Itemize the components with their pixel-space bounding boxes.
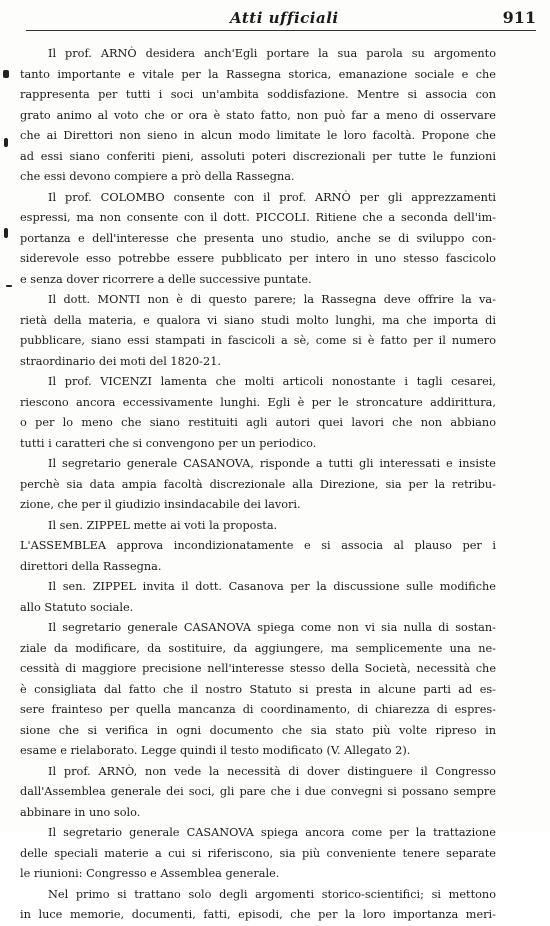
text-line: perchè sia data ampia facoltà discrezionale alla Direzione, sia per la retribu- (20, 477, 496, 491)
text-line: Il segretario generale CASANOVA, risponde a tutti gli interessati e insiste (48, 457, 496, 470)
header-title: Atti ufficiali (229, 9, 339, 27)
text-line: sere frainteso per quella mancanza di coordinamento, di chiarezza di espres- (20, 703, 496, 716)
text-line: siderevole esso potrebbe essere pubblicato per intero in uno stesso fascicolo (20, 252, 496, 265)
margin-mark (6, 285, 12, 287)
text-line: ziale da modificare, da sostituire, da aggiungere, ma semplicemente una ne- (20, 641, 496, 655)
text-line: Il segretario generale CASANOVA spiega come non vi sia nulla di sostan- (48, 621, 496, 634)
text-line: Il prof. COLOMBO consente con il prof. ARNÒ per gli apprezzamenti (48, 190, 496, 204)
text-line: espressi, ma non consente con il dott. PICCOLI. Ritiene che a seconda dell'im- (20, 211, 496, 224)
page-number: 911 (502, 8, 536, 27)
text-line: o per lo meno che siano restituiti agli autori quei lavori che non abbiano (20, 416, 496, 429)
text-line: direttori della Rassegna. (20, 559, 162, 573)
text-line: Nel primo si trattano solo degli argomenti storico-scientifici; si mettono (48, 887, 496, 901)
text-line: è consigliata dal fatto che il nostro Statuto si presta in alcune parti ad es- (20, 682, 496, 696)
text-line: pubblicare, siano essi stampati in fascicoli a sè, come si è fatto per il numero (20, 334, 496, 347)
text-line: straordinario dei moti del 1820-21. (20, 354, 221, 368)
margin-mark (3, 70, 9, 78)
text-line: e senza dover ricorrere a delle successive puntate. (20, 272, 312, 286)
margin-mark (4, 138, 8, 147)
margin-mark (4, 228, 8, 238)
text-line: Il sen. ZIPPEL invita il dott. Casanova per la discussione sulle modifiche (48, 580, 496, 593)
page-body (20, 44, 496, 926)
text-line: che ai Direttori non sieno in alcun modo limitate le loro facoltà. Propone che (20, 129, 496, 142)
text-line: che essi devono compiere a prò della Rassegna. (20, 170, 295, 183)
running-header (26, 2, 536, 31)
text-line: Il dott. MONTI non è di questo parere; la Rassegna deve offrire la va- (48, 293, 496, 306)
text-line: L'ASSEMBLEA approva incondizionatamente e si associa al plauso per i (20, 539, 496, 552)
text-line: delle speciali materie a cui si riferiscono, sia più conveniente tenere separate (20, 846, 496, 860)
text-line: tutti i caratteri che si convengono per un periodico. (20, 436, 317, 450)
text-line: zione, che per il giudizio insindacabile dei lavori. (20, 498, 301, 511)
text-line: Il sen. ZIPPEL mette ai voti la proposta. (48, 518, 278, 532)
text-line: abbinare in uno solo. (20, 805, 141, 819)
text-line: rietà della materia, e qualora vi siano studi molto lunghi, ma che importa di (20, 313, 496, 327)
text-line: le riunioni: Congresso e Assemblea generale. (20, 867, 280, 880)
text-line: tanto importante e vitale per la Rassegna storica, emanazione sociale e che (20, 67, 496, 81)
text-line: Il prof. ARNÒ desidera anch'Egli portare la sua parola su argomento (48, 47, 496, 60)
text-line: cessità di maggiore precisione nell'interesse stesso della Società, necessità che (20, 662, 496, 675)
text-line: Il prof. VICENZI lamenta che molti articoli nonostante i tagli cesarei, (48, 375, 496, 388)
text-line: portanza e dell'interesse che presenta uno studio, anche se di sviluppo con- (20, 231, 496, 245)
text-line: in luce memorie, documenti, fatti, episodi, che per la loro importanza meri- (20, 908, 496, 921)
text-line: esame e rielaborato. Legge quindi il testo modificato (V. Allegato 2). (20, 744, 411, 757)
text-line: ad essi siano conferiti pieni, assoluti poteri discrezionali per tutte le funzioni (20, 149, 496, 163)
text-line: sione che si verifica in ogni documento che sia stato più volte ripreso in (20, 723, 496, 737)
text-line: dall'Assemblea generale dei soci, gli pare che i due convegni si possano sempre (20, 785, 496, 798)
text-line: Il prof. ARNÒ, non vede la necessità di dover distinguere il Congresso (48, 764, 496, 778)
text-line: allo Statuto sociale. (20, 600, 134, 614)
text-line: Il segretario generale CASANOVA spiega ancora come per la trattazione (48, 826, 496, 839)
text-line: rappresenta per tutti i soci un'ambita soddisfazione. Mentre si associa con (20, 88, 496, 101)
text-line: grato animo al voto che or ora è stato fatto, non può far a meno di osservare (20, 108, 496, 122)
text-line: riescono ancora eccessivamente lunghi. Egli è per le stroncature addirittura, (20, 395, 496, 409)
